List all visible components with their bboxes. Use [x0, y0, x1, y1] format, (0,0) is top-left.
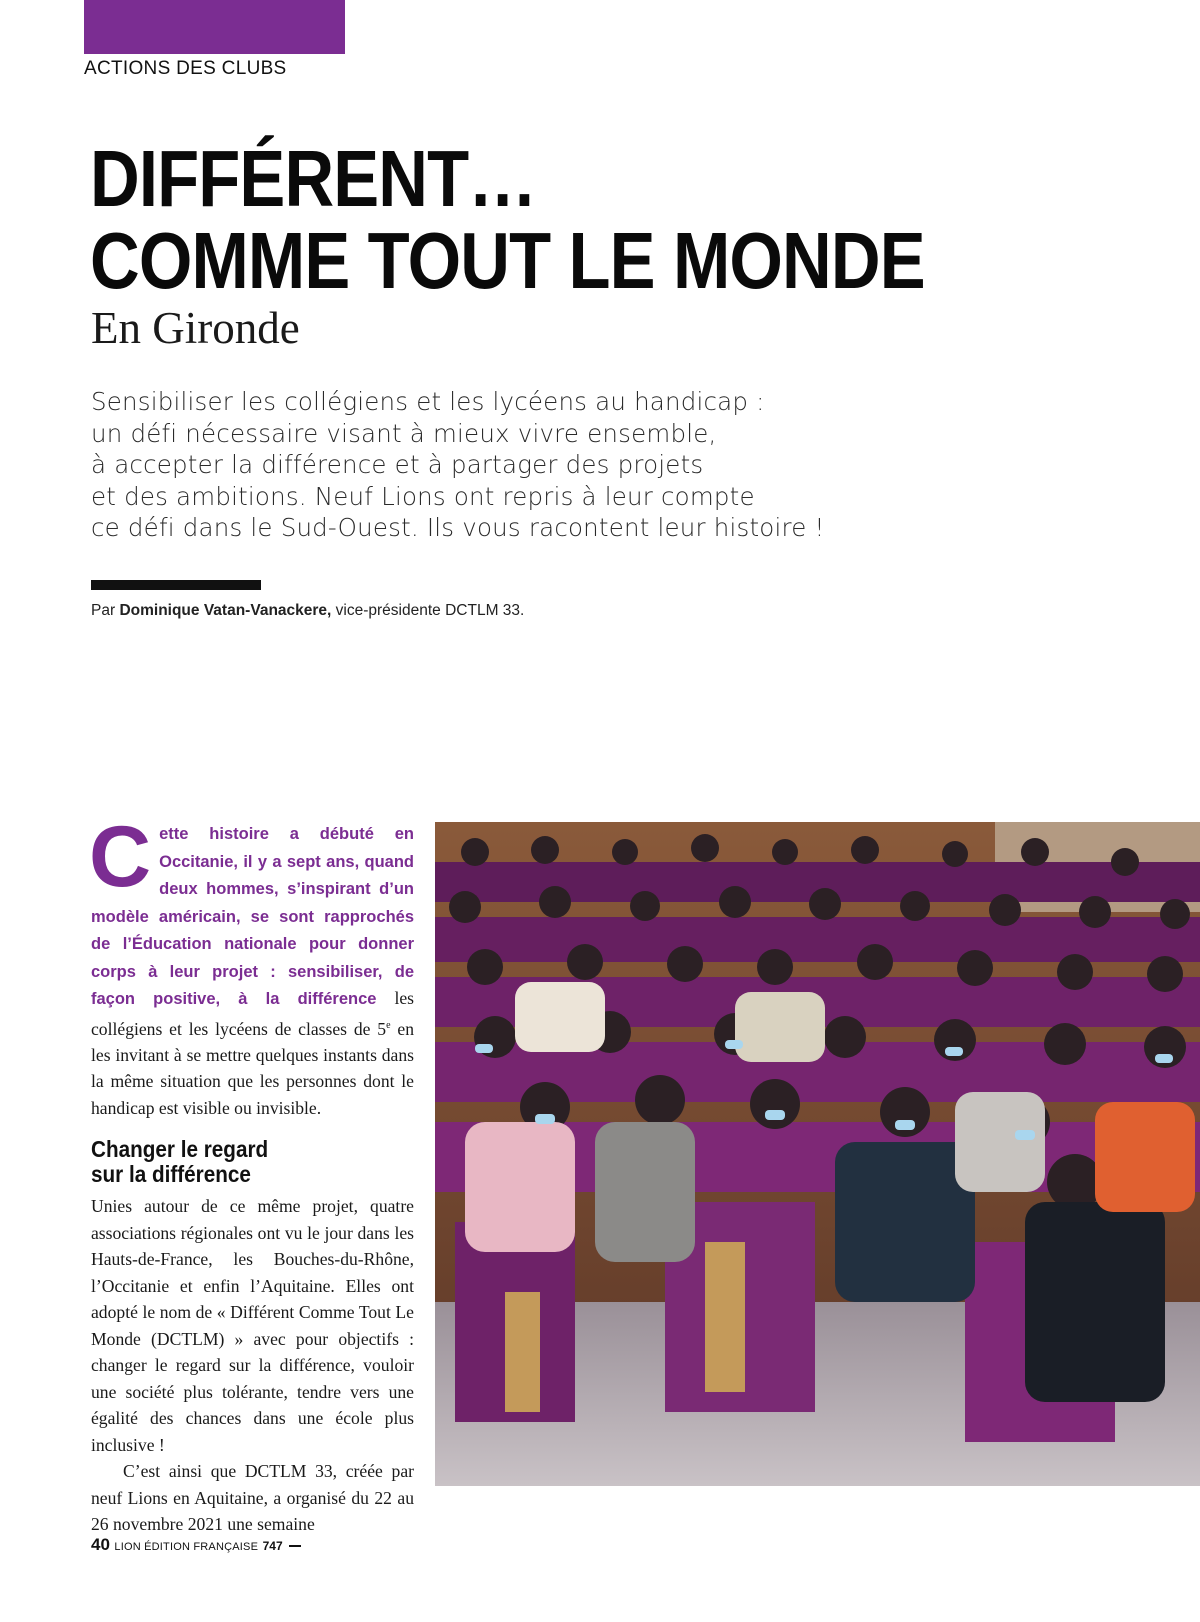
byline-rule [91, 580, 261, 590]
intro-line: Sensibiliser les collégiens et les lycéens au handicap : [91, 387, 765, 416]
page-number: 40 [91, 1535, 110, 1554]
intro-paragraph [91, 386, 1091, 544]
section-color-bar [84, 0, 345, 54]
intro-line: à accepter la différence et à partager des projets [91, 450, 704, 479]
intro-line: et des ambitions. Neuf Lions ont repris à leur compte [91, 481, 755, 511]
subheading [91, 1137, 382, 1187]
ordinal-suffix: e [386, 1019, 391, 1031]
byline-role: vice-présidente DCTLM 33. [335, 602, 525, 619]
byline-prefix: Par [91, 602, 116, 619]
byline-author: Dominique Vatan-Vanackere, [119, 602, 332, 619]
page-footer [91, 1535, 301, 1555]
issue-number: 747 [262, 1539, 283, 1553]
auditorium-photo [435, 822, 1200, 1486]
magazine-name: LION ÉDITION FRANÇAISE [114, 1541, 259, 1553]
body-paragraph: C’est ainsi que DCTLM 33, créée par neuf Lions en Aquitaine, a organisé du 22 au 26 novembre 2021 une semaine [91, 1461, 414, 1535]
lead-highlight: ette histoire a débuté en Occitanie, il y a sept ans, quand deux hommes, s’inspirant d’un modèle américain, se sont rapprochés de l’Éducation nationale pour donner corps à leur projet : sensibiliser, de façon positive, à la différence [91, 825, 414, 1008]
section-label: ACTIONS DES CLUBS [84, 58, 287, 79]
auditorium-photo-illustration [435, 822, 1200, 1486]
location-subtitle: En Gironde [91, 303, 300, 353]
drop-cap: C [89, 809, 152, 905]
byline [91, 602, 524, 620]
article-column [89, 809, 414, 1538]
lead-text: les collégiens et les lycéens de classes de 5 [91, 988, 414, 1039]
subheading-line-1: Changer le regard [91, 1136, 269, 1163]
intro-line: ce défi dans le Sud-Ouest. Ils vous racontent leur histoire ! [91, 513, 825, 542]
intro-line: un défi nécessaire visant à mieux vivre ensemble, [91, 418, 717, 448]
lead-paragraph [89, 809, 414, 1121]
headline [90, 134, 925, 305]
lead-text-continued: en les invitant à se mettre quelques instants dans la même situation que les personnes dont le handicap est visible ou invisible. [91, 1018, 414, 1118]
headline-line-2: COMME TOUT LE MONDE [90, 216, 925, 305]
subheading-line-2: sur la différence [91, 1161, 251, 1188]
headline-line-1: DIFFÉRENT… [90, 134, 537, 223]
footer-dash [289, 1545, 301, 1547]
body-paragraph: Unies autour de ce même projet, quatre associations régionales ont vu le jour dans les Hauts-de-France, les Bouches-du-Rhône, l’Occitanie et enfin l’Aquitaine. Elles ont adopté le nom de « Différent Comme Tout Le Monde (DCTLM) » avec pour objectifs : changer le regard sur la différence, vouloir une société plus tolérante, tendre vers une égalité des chances dans une école plus inclusive ! [91, 1196, 414, 1455]
